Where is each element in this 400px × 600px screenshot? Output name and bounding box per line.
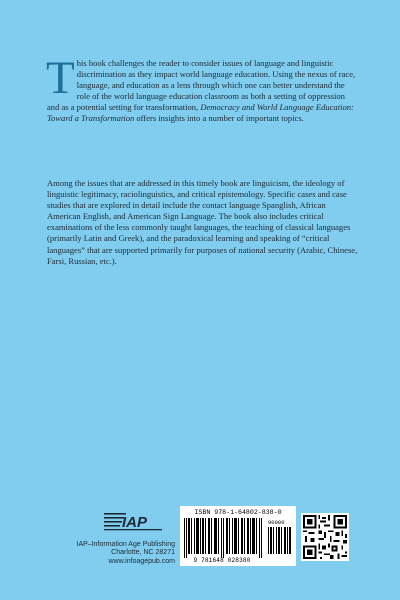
isbn-label: ISBN 978-1-64802-838-0: [194, 509, 282, 516]
drop-cap: T: [46, 52, 75, 104]
ean-digits: 9 781648 028380: [193, 557, 251, 564]
publisher-website: www.infoagepub.com: [108, 557, 175, 565]
blurb-paragraph-2: Among the issues that are addressed in this timely book are linguicism, the ideology of linguistic legitimacy, raciolinguistics, and critical epistemology. Specific cases and case studies that are explored in detail include the contact language Spanglish, African American English, and American Sign Language. The book also includes critical examinations of the less commonly taught languages, the teaching of classical languages (primarily Latin and Greek), and the paradoxical learning and speaking of “critical languages” that are supported primarily for purposes of national security (Arabic, Chinese, Farsi, Russian, etc.).: [47, 178, 358, 266]
book-title-italic: Democracy and World Language Education: Toward a Transformation: [47, 102, 354, 124]
price-addon-bars: [268, 527, 292, 554]
publisher-location: Charlotte, NC 28271: [111, 549, 175, 557]
blurb-paragraph-1: [46, 52, 359, 169]
back-cover-blurb: [46, 52, 359, 267]
isbn-barcode: [180, 506, 296, 566]
publisher-name: IAP–Information Age Publishing: [76, 541, 175, 548]
ean-barcode-bars: [184, 518, 264, 558]
blurb-paragraph-1-tail: offers insights into a number of important topics.: [134, 113, 304, 124]
iap-logo-text: IAP: [122, 514, 148, 531]
iap-logo: [104, 510, 166, 537]
publisher-info: [47, 541, 175, 566]
blurb-paragraph-1-text: his book challenges the reader to consider issues of language and linguistic discrimination as they impact world language education. Using the nexus of race, language, and education as a lens through which one can better understand the role of the world language education classroom as both a setting of oppression and as a potential setting for transformation,: [47, 58, 356, 113]
qr-code: [301, 513, 349, 566]
price-code: 90000: [268, 519, 285, 526]
